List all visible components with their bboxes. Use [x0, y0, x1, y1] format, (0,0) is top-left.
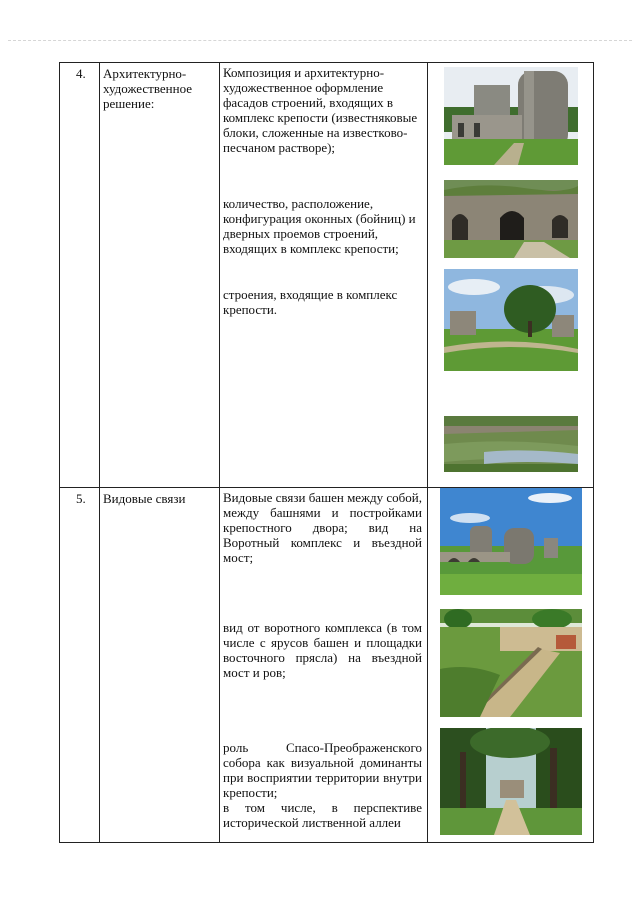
- row-description-cell: [220, 63, 428, 488]
- photo-fortress-buildings-tree: [444, 269, 578, 371]
- row-number-cell: [60, 63, 100, 488]
- photo-larch-alley: [440, 728, 582, 835]
- scan-margin-line: [8, 40, 632, 41]
- row-name-cell: [100, 488, 220, 843]
- description-item: Композиция и архитектурно-художественное оформление фасадов строений, входящих в комплекс крепости (известняковые блоки, сложенные на известково-песчаном растворе);: [223, 65, 418, 155]
- description-item: строения, входящие в комплекс крепости.: [223, 287, 398, 317]
- photo-towers-bridge: [440, 488, 582, 595]
- row-number: 4.: [76, 66, 86, 81]
- photo-bridge-and-moat: [440, 609, 582, 717]
- row-name: Архитектурно-художественное решение:: [103, 66, 193, 111]
- table-row: [60, 488, 594, 843]
- photo-fortress-moat: [444, 416, 578, 472]
- description-item: количество, расположение, конфигурация оконных (бойниц) и дверных проемов строений, входящих в комплекс крепости;: [223, 196, 416, 256]
- description-item: в том числе, в перспективе исторической лиственной аллеи: [223, 800, 422, 830]
- row-number: 5.: [76, 491, 86, 506]
- description-item: вид от воротного комплекса (в том числе с ярусов башен и площадки восточного прясла) на въездной мост и ров;: [223, 620, 422, 680]
- row-number-cell: [60, 488, 100, 843]
- description-item: роль Спасо-Преображенского собора как визуальной доминанты при восприятии территории внутри крепости;: [223, 740, 422, 800]
- description-item: Видовые связи башен между собой, между башнями и постройками крепостного двора; вид на Воротный комплекс и въездной мост;: [223, 490, 422, 565]
- row-name: Видовые связи: [103, 491, 186, 506]
- photo-fortress-tower: [444, 67, 578, 165]
- row-photos-cell: [428, 63, 594, 488]
- row-photos-cell: [428, 488, 594, 843]
- table-row: [60, 63, 594, 488]
- protected-features-table: [59, 62, 594, 843]
- row-description-cell: [220, 488, 428, 843]
- photo-stone-gate-openings: [444, 180, 578, 258]
- row-name-cell: [100, 63, 220, 488]
